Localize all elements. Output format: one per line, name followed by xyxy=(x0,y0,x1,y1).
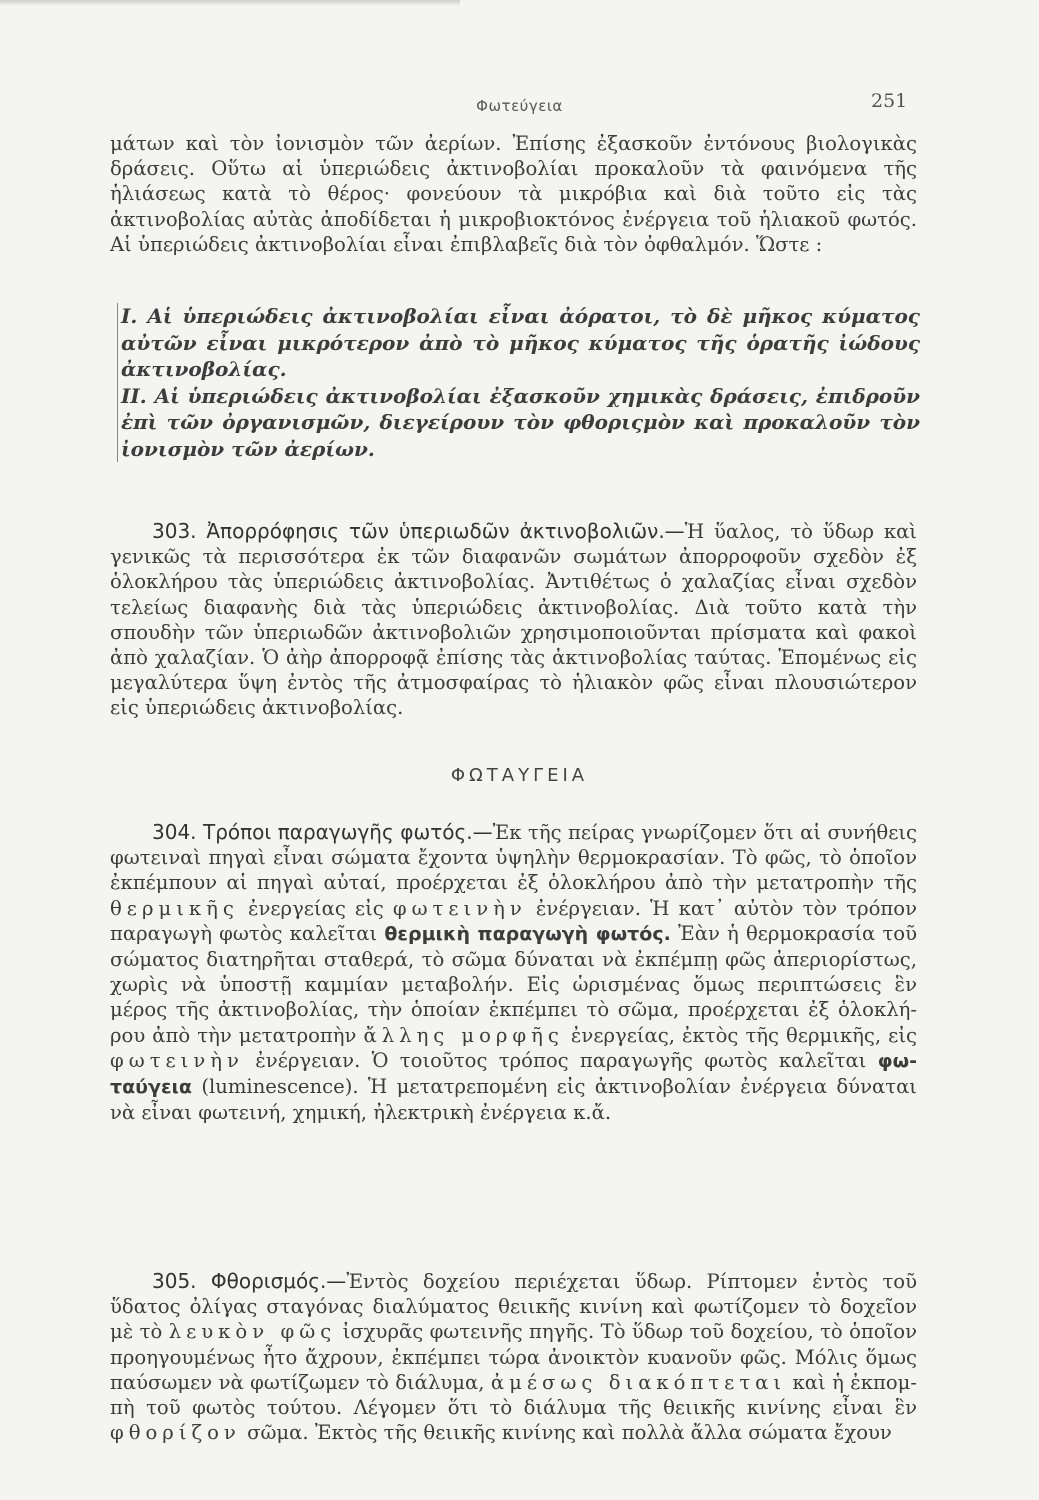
term-luminescence: φωταύγεια xyxy=(110,1049,917,1099)
section-304-number: 304. xyxy=(152,820,197,844)
section-303-title: Ἀπορρόφησις τῶν ὑπεριωδῶν ἀκτινοβολιῶν.— xyxy=(206,519,685,543)
section-304-text-3: ἐνέργειαν. Ἡ κατ᾽ αὐτὸν τὸν τρόπον παραγωγὴ φωτὸς καλεῖται xyxy=(110,896,918,945)
page-edge-shadow xyxy=(0,0,460,6)
spaced-word-fthorizon: φθορίζον xyxy=(110,1421,241,1445)
section-304-text-2: ἐνεργείας εἰς xyxy=(247,896,384,920)
rule-2-text: Αἱ ὑπεριώδεις ἀκτινοβολίαι ἐξασκοῦν χημικὰς δράσεις, ἐπιδροῦν ἐπὶ τῶν ὀργανισμῶν, διεγείρουν τὸν φθοριςμὸν καὶ προκαλοῦν τὸν ἰονισμὸν τῶν ἀερίων. xyxy=(121,383,920,461)
spaced-word-fotinin: φωτεινὴν xyxy=(392,896,527,920)
section-304 xyxy=(110,820,917,1125)
page-number: 251 xyxy=(871,90,908,112)
chapter-heading: ΦΩΤΑΥΓΕΙΑ xyxy=(450,765,589,786)
section-305-title: Φθορισμός.— xyxy=(210,1269,347,1293)
term-thermal-production: θερμικὴ παραγωγὴ φωτός. xyxy=(384,922,671,945)
section-304-text-7: (luminescence). Ἡ μετατρεπομένη εἰς ἀκτινοβολίαν ἐνέργεια δύναται νὰ εἶναι φωτεινή, χημική, ἠλεκτρικὴ ἐνέργεια κ.ἄ. xyxy=(110,1075,917,1125)
spaced-word-thermikis: θερμικῆς xyxy=(110,896,239,920)
spaced-word-lefkon-fos: λευκὸν φῶς xyxy=(168,1320,337,1344)
paragraph-continued: μάτων καὶ τὸν ἰονισμὸν τῶν ἀερίων. Ἐπίσης ἐξασκοῦν ἐντόνους βιολογικὰς δράσεις. Οὕτω αἱ ὑπεριώδεις ἀκτινοβολίαι προκαλοῦν τὰ φαινόμενα τῆς ἡλιάσεως κατὰ τὸ θέρος· φονεύουν τὰ μικρόβια καὶ διὰ τοῦτο εἰς τὰς ἀκτινοβολίας αὐτὰς ἀποδίδεται ἡ μικροβιοκτόνος ἐνέργεια τοῦ ἡλιακοῦ φωτός. Αἱ ὑπεριώδεις ἀκτινοβολίαι εἶναι ἐπιβλαβεῖς διὰ τὸν ὀφθαλμόν. Ὥστε : xyxy=(110,132,917,256)
spaced-word-amesos: ἀμέσως διακόπτεται xyxy=(490,1370,787,1394)
section-304-text-4: Ἐὰν ἡ θερμοκρασία τοῦ σώματος διατηρῆται σταθερά, τὸ σῶμα δύναται νὰ ἐκπέμπῃ φῶς ἀπεριορίστως, χωρὶς νὰ ὑποστῇ καμμίαν μεταβολήν. Εἰς ὡρισμένας ὅμως περιπτώσεις ἓν μέρος τῆς ἀκτινοβολίας, τὴν ὁποίαν ἐκπέμπει τὸ σῶμα, προέρχεται ἐξ ὁλοκλήρου ἀπὸ τὴν μετατροπὴν xyxy=(110,921,917,1047)
section-305-number: 305. xyxy=(152,1269,197,1293)
section-305-text-4: σῶμα. Ἐκτὸς τῆς θειικῆς κινίνης καὶ πολλὰ ἄλλα σώματα ἔχουν xyxy=(247,1421,892,1445)
rule-2-number: II. xyxy=(121,383,147,408)
section-303-number: 303. xyxy=(152,519,197,543)
section-304-text-6: ἐνέργειαν. Ὁ τοιοῦτος τρόπος παραγωγῆς φωτὸς καλεῖται xyxy=(255,1048,867,1072)
section-305-text-3: καὶ ἡ ἐκπομπὴ τοῦ φωτὸς τούτου. Λέγομεν ὅτι τὸ διάλυμα τῆς θειικῆς κινίνης εἶναι ἓν xyxy=(110,1370,918,1420)
section-303 xyxy=(110,519,917,721)
rule-1-text: Αἱ ὑπεριώδεις ἀκτινοβολίαι εἶναι ἀόρατοι, τὸ δὲ μῆκος κύματος αὐτῶν εἶναι μικρότερον ἀπὸ τὸ μῆκος κύματος τῆς ὁρατῆς ἰώδους ἀκτινοβολίας. xyxy=(121,304,920,381)
rule-2 xyxy=(120,383,920,463)
spaced-word-fotinin-2: φωτεινὴν xyxy=(110,1048,244,1072)
spaced-word-allis-morfis: ἄλλης μορφῆς xyxy=(363,1023,564,1047)
section-304-text-5: ἐνεργείας, ἐκτὸς τῆς θερμικῆς, εἰς xyxy=(570,1023,917,1047)
section-303-text: Ἡ ὕαλος, τὸ ὕδωρ καὶ γενικῶς τὰ περισσότερα ἐκ τῶν διαφανῶν σωμάτων ἀπορροφοῦν σχεδὸν ἐξ ὁλοκλήρου τὰς ὑπεριώδεις ἀκτινοβολίας. Ἀντιθέτως ὁ χαλαζίας εἶναι σχεδὸν τελείως διαφανὴς διὰ τὰς ὑπεριώδεις ἀκτινοβολίας. Διὰ τοῦτο κατὰ τὴν σπουδὴν τῶν ὑπεριωδῶν ἀκτινοβολιῶν χρησιμοποιοῦνται πρίσματα καὶ φακοὶ ἀπὸ χαλαζίαν. Ὁ ἀὴρ ἀπορροφᾷ ἐπίσης τὰς ἀκτινοβολίας ταύτας. Ἑπομένως εἰς μεγαλύτερα ὕψη ἐντὸς τῆς ἀτμοσφαίρας τὸ ἡλιακὸν φῶς εἶναι πλουσιώτερον εἰς ὑπεριώδεις ἀκτινοβολίας. xyxy=(110,520,917,720)
section-304-text-1: Ἐκ τῆς πείρας γνωρίζομεν ὅτι αἱ συνήθεις φωτειναὶ πηγαὶ εἶναι σώματα ἔχοντα ὑψηλὴν θερμοκρασίαν. Τὸ φῶς, τὸ ὁποῖον ἐκπέμπουν αἱ πηγαὶ αὐταί, προέρχεται ἐξ ὁλοκλήρου ἀπὸ τὴν μετατροπὴν τῆς xyxy=(110,821,917,895)
rule-1-number: I. xyxy=(121,304,138,328)
running-title: Φωτεύγεια xyxy=(476,97,563,115)
section-305-text-2: ἰσχυρᾶς φωτεινῆς πηγῆς. Τὸ ὕδωρ τοῦ δοχείου, τὸ ὁποῖον προηγουμένως ἦτο ἄχρουν, ἐκπέμπει τώρα ἀνοικτὸν κυανοῦν φῶς. Μόλις ὅμως παύσωμεν νὰ φωτίζωμεν τὸ διάλυμα, xyxy=(110,1320,917,1394)
section-305-text-1: Ἐντὸς δοχείου περιέχεται ὕδωρ. Ρίπτομεν ἐντὸς τοῦ ὕδατος ὀλίγας σταγόνας διαλύματος θειικῆς κινίνη καὶ φωτίζομεν τὸ δοχεῖον μὲ τὸ xyxy=(110,1270,917,1344)
rule-1 xyxy=(120,303,920,383)
summary-rules xyxy=(117,303,920,462)
section-305 xyxy=(110,1269,917,1445)
section-304-title: Τρόποι παραγωγῆς φωτός.— xyxy=(202,820,493,844)
